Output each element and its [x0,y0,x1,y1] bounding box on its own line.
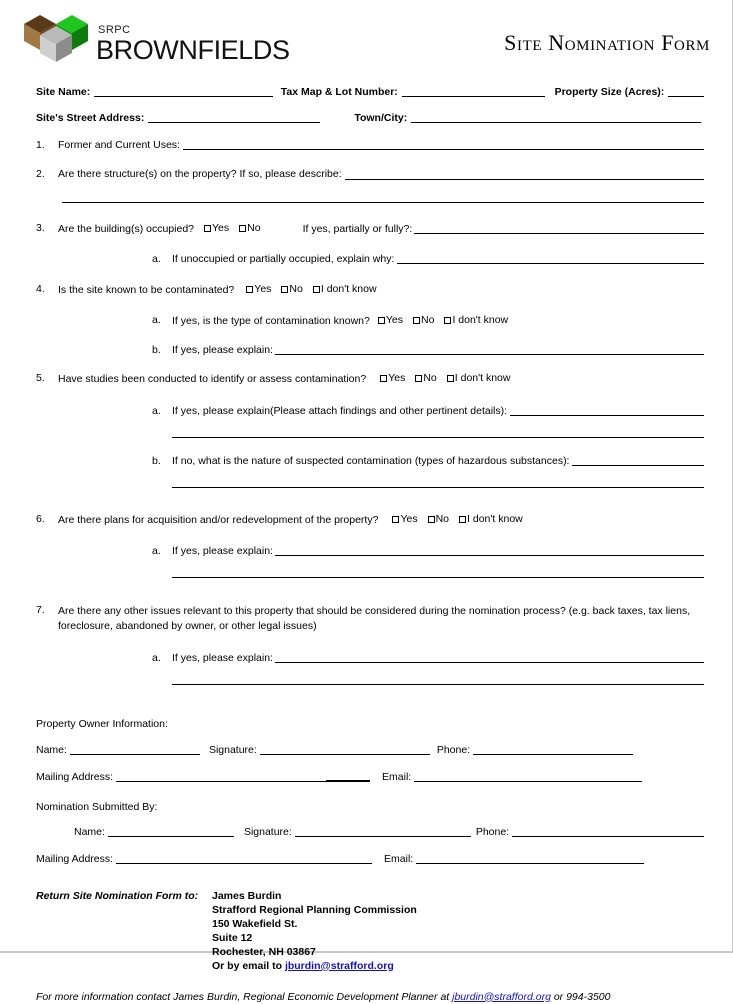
input-town-city[interactable] [411,122,701,123]
property-owner-section [36,718,704,784]
owner-input-name[interactable] [70,754,200,755]
return-street: 150 Wakefield St. [212,918,298,931]
option-label-no: No [421,314,435,326]
page-title: Site Nomination Form [504,30,710,55]
question-5b [58,455,704,488]
checkbox-icon[interactable] [204,225,211,232]
checkbox-icon[interactable] [239,225,246,232]
checkbox-icon[interactable] [447,375,454,382]
owner-input-phone[interactable] [473,754,633,755]
option-label-no: No [289,282,303,295]
question-5a-input-line-2[interactable] [172,437,704,438]
question-3-option-no[interactable] [239,222,260,235]
owner-label-name: Name: [36,743,67,756]
question-4a [58,314,704,328]
document-header [0,0,732,72]
question-3-text: Are the building(s) occupied? [58,222,194,235]
question-5a-text: If yes, please explain(Please attach findings and other pertinent details): [172,404,508,417]
question-6-number: 6. [36,512,45,525]
submitter-section [36,801,704,866]
return-organization: Strafford Regional Planning Commission [212,904,417,917]
return-suite: Suite 12 [212,931,253,944]
submitter-input-email[interactable] [416,863,644,864]
question-2-input-line-2[interactable] [62,202,704,203]
submitter-label-mailing: Mailing Address: [36,853,114,866]
question-4-number: 4. [36,282,45,295]
question-4 [36,283,704,358]
question-3-tail-text: If yes, partially or fully?: [302,222,413,235]
submitter-input-phone[interactable] [512,836,704,837]
submitter-label-name: Name: [74,826,105,839]
option-label-yes: Yes [388,372,406,385]
checkbox-icon[interactable] [392,516,399,523]
question-6-option-no[interactable] [428,513,449,526]
label-tax-map: Tax Map & Lot Number: [280,86,398,98]
question-5a-number: a. [152,404,161,417]
option-label-yes: Yes [400,512,418,525]
input-tax-map[interactable] [402,96,545,97]
option-label-dont-know: I don't know [320,282,377,295]
question-7a-number: a. [152,651,161,664]
checkbox-icon[interactable] [459,516,466,523]
question-7-number: 7. [36,604,45,617]
question-4a-text: If yes, is the type of contamination known? [172,315,370,328]
question-5b-text: If no, what is the nature of suspected contamination (types of hazardous substances): [172,454,570,467]
question-5a-input[interactable] [510,415,704,416]
question-4a-number: a. [152,314,161,326]
question-1 [36,139,704,152]
question-2-text: Are there structure(s) on the property? If so, please describe: [58,168,342,181]
question-4-option-dont-know[interactable] [313,283,377,296]
question-3a-number: a. [152,252,161,265]
question-4a-option-yes[interactable] [378,314,403,327]
input-property-size[interactable] [668,96,704,97]
checkbox-icon[interactable] [380,375,387,382]
info-email-link[interactable]: jburdin@strafford.org [452,990,551,1003]
owner-label-mailing: Mailing Address: [36,770,114,783]
question-7-text: Are there any other issues relevant to this property that should be considered during the nomination process? (e.g. back taxes, tax liens, foreclosure, abandoned by owner, or other legal issues) [58,605,691,633]
option-label-yes: Yes [212,221,230,234]
submitter-label-signature: Signature: [243,826,292,839]
question-4-option-yes[interactable] [246,283,271,296]
question-6a [58,545,704,578]
submitter-row-name [36,826,704,839]
owner-label-phone: Phone: [436,743,471,756]
more-information-footer [36,991,704,1004]
question-5b-input-line-2[interactable] [172,487,704,488]
question-4b-text: If yes, please explain: [172,344,273,357]
question-2 [36,168,704,202]
option-label-yes: Yes [254,282,272,295]
return-instructions [36,890,704,973]
checkbox-icon[interactable] [281,286,288,293]
logo-brownfields-text: BROWNFIELDS [96,35,290,65]
checkbox-icon[interactable] [378,317,385,324]
return-address-block [212,890,417,973]
return-contact-name: James Burdin [212,890,282,903]
question-6 [36,513,704,578]
question-3 [36,222,704,266]
submitter-input-mailing[interactable] [116,863,372,864]
question-5b-number: b. [152,454,161,467]
question-6a-input-line-2[interactable] [172,577,704,578]
question-3-option-yes[interactable] [204,222,229,235]
checkbox-icon[interactable] [444,317,451,324]
question-5-option-yes[interactable] [380,372,405,385]
checkbox-icon[interactable] [246,286,253,293]
option-label-dont-know: I don't know [452,314,509,326]
question-6-option-dont-know[interactable] [459,513,523,526]
question-5b-input[interactable] [572,465,704,466]
question-5-option-dont-know[interactable] [447,372,511,385]
return-email-link[interactable]: jburdin@strafford.org [284,959,394,972]
question-3-input[interactable] [414,233,704,234]
checkbox-icon[interactable] [415,375,422,382]
return-email-row [212,960,417,974]
question-3a-text: If unoccupied or partially occupied, explain why: [172,252,395,265]
question-5 [36,372,704,487]
question-4-option-no[interactable] [281,283,302,296]
question-1-input[interactable] [183,149,704,150]
srpc-brownfields-logo [22,12,290,66]
question-5-option-no[interactable] [415,372,436,385]
question-6-text: Are there plans for acquisition and/or redevelopment of the property? [58,513,379,526]
owner-input-mailing[interactable] [116,781,326,782]
question-1-number: 1. [36,139,45,152]
question-4b [58,344,704,357]
submitter-heading: Nomination Submitted By: [36,801,158,813]
property-owner-heading: Property Owner Information: [36,717,168,730]
question-7 [36,604,704,685]
return-city-state-zip: Rochester, NH 03867 [212,945,316,958]
info-suffix: or 994-3500 [550,990,611,1003]
form-body [0,86,732,1004]
owner-row-mailing [36,771,704,784]
label-town-city: Town/City: [354,112,408,125]
option-label-no: No [435,512,450,525]
question-6a-text: If yes, please explain: [172,544,273,557]
input-site-name[interactable] [94,96,272,97]
checkbox-icon[interactable] [428,516,435,523]
question-5a [58,405,704,438]
question-4b-number: b. [152,344,161,357]
submitter-input-name[interactable] [108,836,234,837]
question-4-text: Is the site known to be contaminated? [58,283,235,296]
owner-input-email[interactable] [414,781,642,782]
question-1-text: Former and Current Uses: [58,139,180,152]
option-label-dont-know: I don't know [467,512,523,525]
question-3-number: 3. [36,221,45,234]
option-label-no: No [247,221,261,234]
owner-row-name [36,744,704,757]
row-site-name [36,86,704,99]
question-2-number: 2. [36,168,45,181]
question-5-number: 5. [36,372,45,385]
return-label: Return Site Nomination Form to: [36,890,199,903]
logo-srpc-text: SRPC [98,24,131,36]
question-4b-input[interactable] [275,354,704,355]
return-email-prefix: Or by email to [212,959,285,972]
question-4a-option-no[interactable] [413,314,434,327]
question-5-text: Have studies been conducted to identify or assess contamination? [58,373,367,386]
submitter-label-phone: Phone: [475,826,510,839]
question-6a-number: a. [152,544,161,557]
owner-label-email: Email: [382,770,412,783]
label-street-address: Site's Street Address: [36,112,145,125]
question-6-option-yes[interactable] [392,513,417,526]
question-4a-option-dont-know[interactable] [444,314,508,327]
submitter-input-signature[interactable] [295,836,471,837]
question-3a-input[interactable] [397,263,704,264]
question-7a-input[interactable] [275,662,704,663]
question-3a [58,253,704,266]
label-site-name: Site Name: [36,86,91,98]
question-7a [58,652,704,685]
option-label-yes: Yes [385,314,403,326]
question-6a-input[interactable] [275,555,704,556]
info-prefix: For more information contact James Burdin, Regional Economic Development Planner at [36,990,453,1003]
option-label-no: No [423,372,437,385]
question-7a-text: If yes, please explain: [172,651,273,664]
question-7a-input-line-2[interactable] [172,684,704,685]
owner-label-signature: Signature: [208,743,257,756]
row-street-address [36,112,704,125]
option-label-dont-know: I don't know [454,372,511,385]
logo-wordmark [96,25,290,66]
owner-input-signature[interactable] [260,754,430,755]
owner-input-mailing-extra[interactable] [326,780,370,782]
label-property-size: Property Size (Acres): [554,86,665,98]
submitter-label-email: Email: [384,853,414,866]
checkbox-icon[interactable] [313,286,320,293]
checkbox-icon[interactable] [413,317,420,324]
question-2-input[interactable] [345,179,704,180]
input-street-address[interactable] [148,122,320,123]
cube-logo-icon [22,12,88,66]
submitter-row-mailing [36,853,704,866]
